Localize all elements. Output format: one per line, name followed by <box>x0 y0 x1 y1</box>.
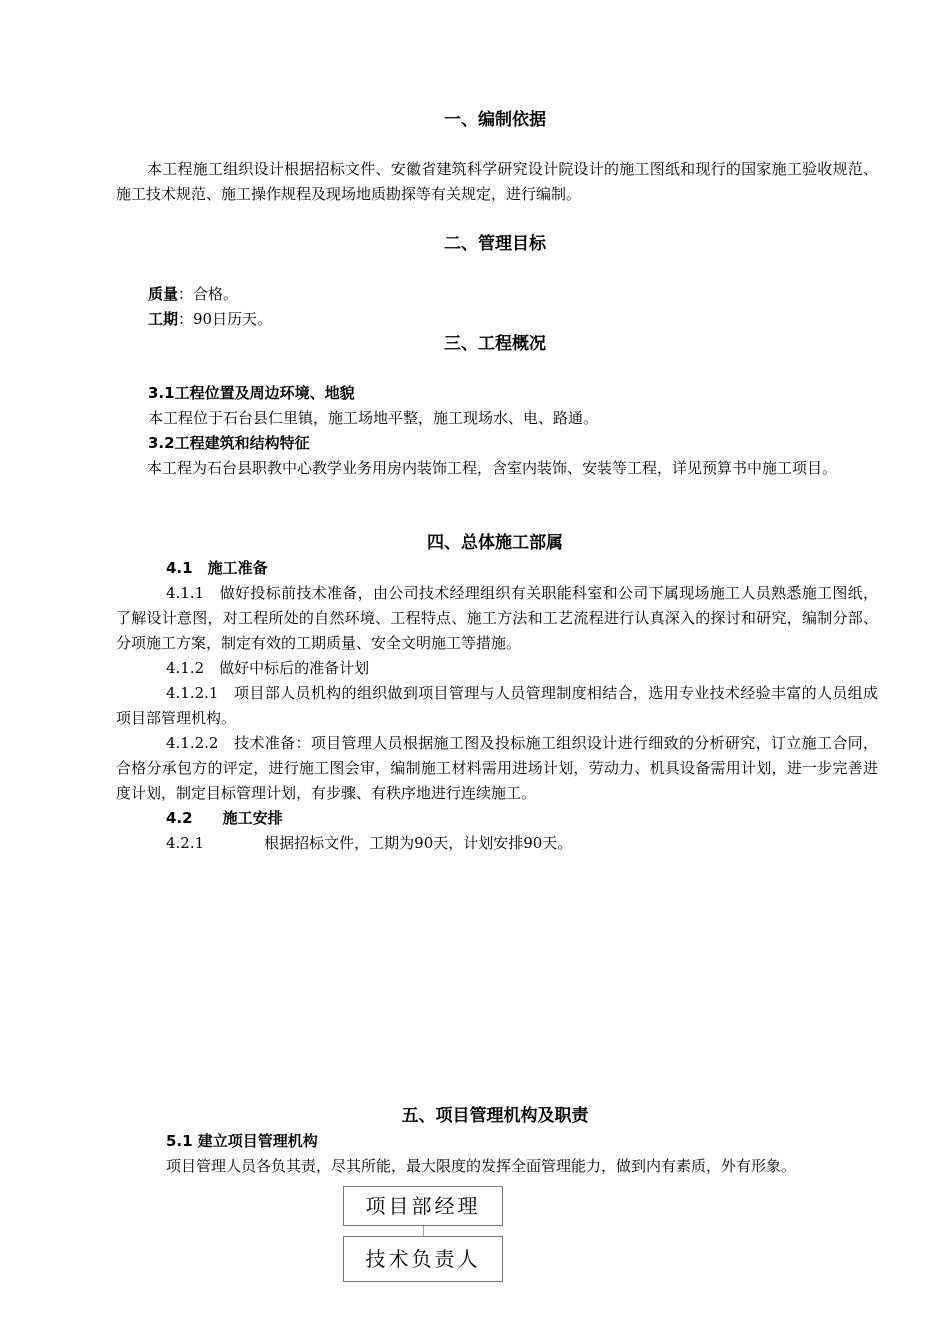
period-line <box>148 307 272 331</box>
section-4-title: 四、总体施工部属 <box>427 533 563 553</box>
subsection-3-2-body: 本工程为石台县职教中心教学业务用房内装饰工程，含室内装饰、安装等工程，详见预算书中施工项目。 <box>147 459 838 477</box>
org-box-project-manager: 项目部经理 <box>343 1186 503 1226</box>
section-5-title: 五、项目管理机构及职责 <box>401 1106 589 1126</box>
period-value: ：90日历天。 <box>178 310 273 328</box>
section-1-body: 本工程施工组织设计根据招标文件、安徽省建筑科学研究设计院设计的施工图纸和现行的国家施工验收规范、施工技术规范、施工操作规程及现场地质勘探等有关规定，进行编制。 <box>116 160 878 203</box>
quality-value: ：合格。 <box>178 285 239 303</box>
section-1-title: 一、编制依据 <box>444 110 546 130</box>
subsection-3-1-body: 本工程位于石台县仁里镇，施工场地平整，施工现场水、电、路通。 <box>148 409 599 427</box>
subsection-4-1-title: 4.1 施工准备 <box>166 559 268 577</box>
section-2-title: 二、管理目标 <box>444 234 546 254</box>
org-box-technical-lead: 技术负责人 <box>343 1236 503 1282</box>
paragraph-4-1-2-2: 4.1.2.2 技术准备：项目管理人员根据施工图及投标施工组织设计进行细致的分析研究，订立施工合同，合格分承包方的评定，进行施工图会审，编制施工材料需用进场计划，劳动力、机具设备需用计划，进一步完善进度计划，制定目标管理计划，有步骤、有秩序地进行连续施工。 <box>116 734 878 802</box>
subsection-3-2-title: 3.2工程建筑和结构特征 <box>148 434 310 452</box>
section-3-title: 三、工程概况 <box>444 334 546 354</box>
paragraph-4-1-2-1: 4.1.2.1 项目部人员机构的组织做到项目管理与人员管理制度相结合，选用专业技术经验丰富的人员组成项目部管理机构。 <box>116 684 878 727</box>
paragraph-4-1-2: 4.1.2 做好中标后的准备计划 <box>166 659 370 677</box>
paragraph-4-2-1: 4.2.1 根据招标文件，工期为90天，计划安排90天。 <box>166 834 573 852</box>
subsection-5-1-title: 5.1 建立项目管理机构 <box>166 1132 318 1150</box>
section-5-body: 项目管理人员各负其责，尽其所能，最大限度的发挥全面管理能力，做到内有素质，外有形象。 <box>166 1157 797 1175</box>
subsection-4-2-title: 4.2 施工安排 <box>166 809 283 827</box>
quality-line <box>148 282 238 306</box>
quality-label: 质量 <box>148 285 179 303</box>
period-label: 工期 <box>148 310 179 328</box>
subsection-3-1-title: 3.1工程位置及周边环境、地貌 <box>148 384 355 402</box>
paragraph-4-1-1: 4.1.1 做好投标前技术准备，由公司技术经理组织有关职能科室和公司下属现场施工人员熟悉施工图纸，了解设计意图，对工程所处的自然环境、工程特点、施工方法和工艺流程进行认真深入的探讨和研究，编制分部、分项施工方案，制定有效的工期质量、安全文明施工等措施。 <box>116 584 878 652</box>
